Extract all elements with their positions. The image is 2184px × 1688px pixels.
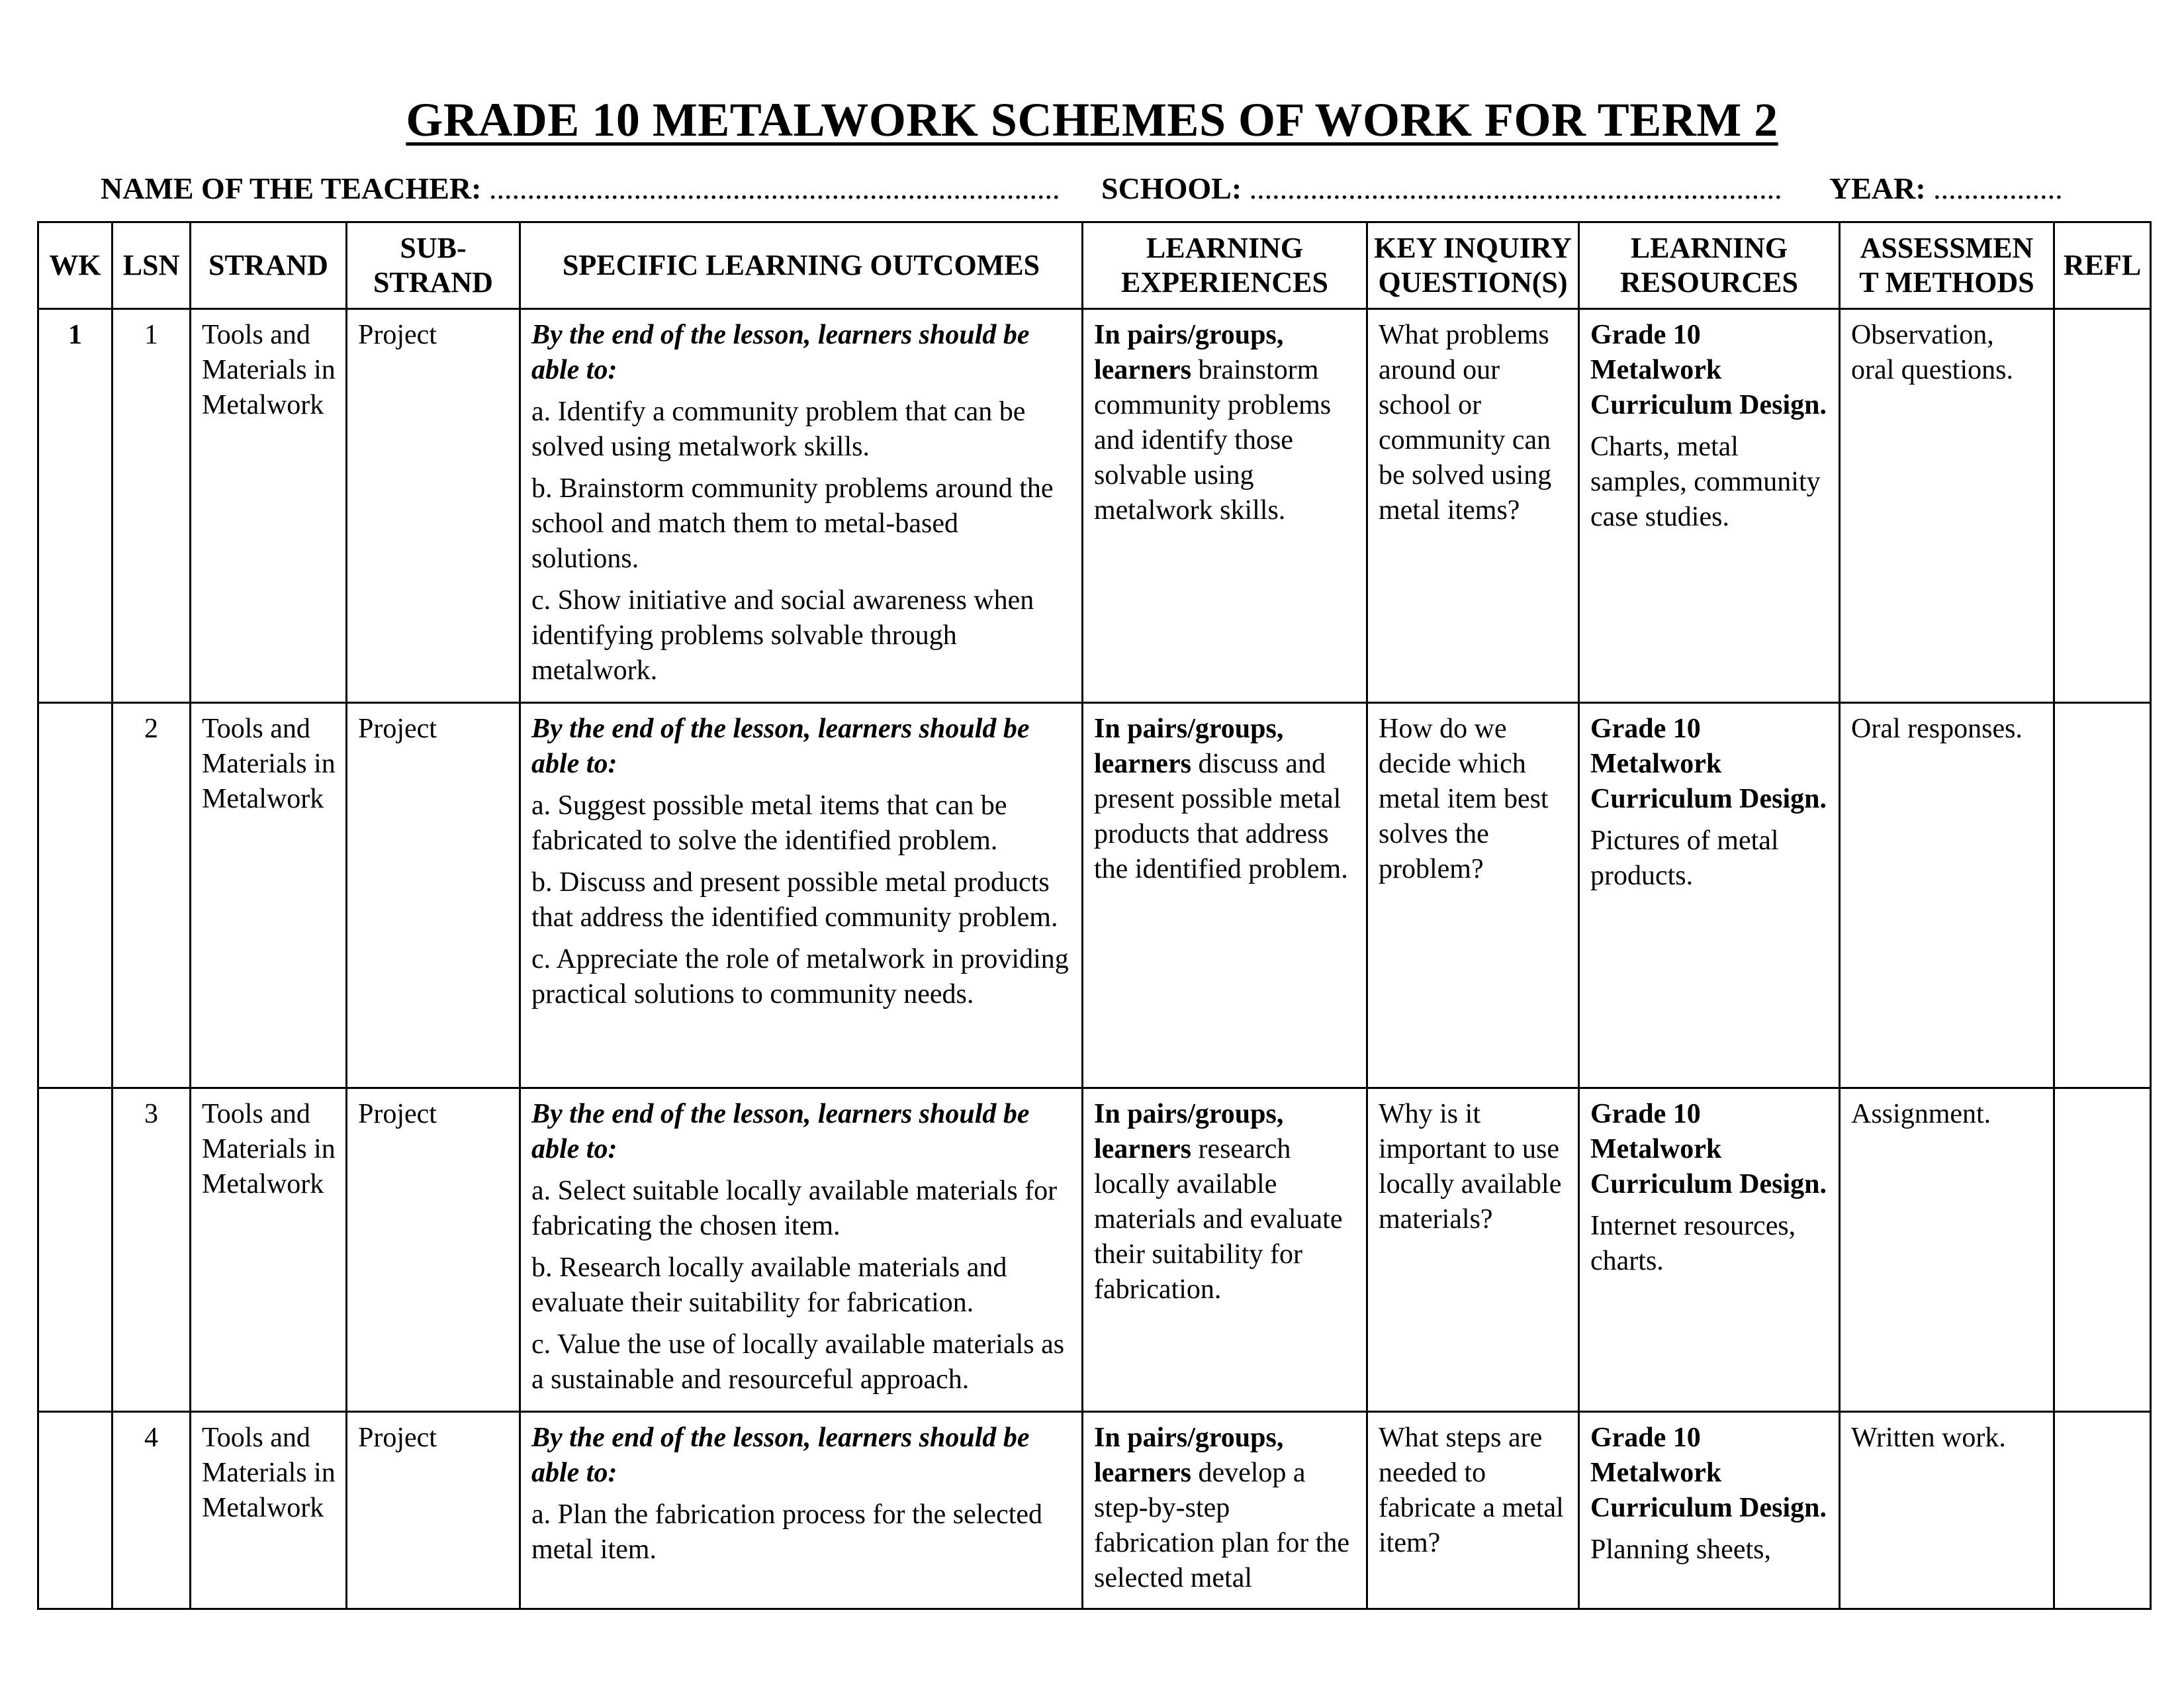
outcome-item: b. Research locally available materials and evaluate their suitability for fabrication.	[531, 1252, 1007, 1318]
cell-sub-strand: Project	[347, 703, 520, 1088]
cell-lsn: 3	[113, 1088, 191, 1412]
cell-reflection	[2054, 309, 2151, 703]
header-lsn: LSN	[113, 222, 191, 309]
cell-lsn: 1	[113, 309, 191, 703]
table-row	[38, 1412, 2151, 1609]
schemes-table	[37, 221, 2152, 1610]
resource-title: Grade 10 Metalwork Curriculum Design.	[1590, 1099, 1827, 1199]
resource-text: Charts, metal samples, community case studies.	[1590, 432, 1821, 532]
cell-assessment: Observation, oral questions.	[1840, 309, 2054, 703]
outcome-item: c. Appreciate the role of metalwork in providing practical solutions to community needs.	[531, 944, 1069, 1009]
cell-reflection	[2054, 1412, 2151, 1609]
cell-experiences	[1083, 309, 1367, 703]
outcome-item: a. Plan the fabrication process for the selected metal item.	[531, 1499, 1043, 1565]
cell-outcomes	[520, 309, 1083, 703]
document-title: GRADE 10 METALWORK SCHEMES OF WORK FOR TERM 2	[406, 93, 1778, 146]
cell-inquiry: Why is it important to use locally available materials?	[1367, 1088, 1579, 1412]
experience-text: discuss and present possible metal products that address the identified problem.	[1094, 749, 1348, 884]
cell-assessment: Oral responses.	[1840, 703, 2054, 1088]
table-row	[38, 309, 2151, 703]
cell-lsn: 4	[113, 1412, 191, 1609]
experience-text: research locally available materials and evaluate their suitability for fabrication.	[1094, 1134, 1343, 1305]
cell-sub-strand: Project	[347, 309, 520, 703]
outcome-intro: By the end of the lesson, learners should be able to:	[531, 1099, 1030, 1164]
experience-text: brainstorm community problems and identify those solvable using metalwork skills.	[1094, 355, 1332, 526]
year-label: YEAR:	[1829, 171, 1926, 205]
cell-inquiry: How do we decide which metal item best solves the problem?	[1367, 703, 1579, 1088]
cell-resources	[1579, 1412, 1840, 1609]
table-row	[38, 1088, 2151, 1412]
outcome-intro: By the end of the lesson, learners should be able to:	[531, 714, 1030, 779]
resource-title: Grade 10 Metalwork Curriculum Design.	[1590, 1423, 1827, 1523]
cell-reflection	[2054, 1088, 2151, 1412]
year-blank: .................	[1933, 171, 2063, 205]
cell-outcomes	[520, 703, 1083, 1088]
outcome-item: c. Show initiative and social awareness when identifying problems solvable through metalwork.	[531, 585, 1034, 686]
school-label: SCHOOL:	[1101, 171, 1242, 205]
cell-experiences	[1083, 1088, 1367, 1412]
header-wk: WK	[38, 222, 113, 309]
header-inquiry: KEY INQUIRY QUESTION(S)	[1367, 222, 1579, 309]
cell-sub-strand: Project	[347, 1412, 520, 1609]
header-experiences: LEARNING EXPERIENCES	[1083, 222, 1367, 309]
resource-text: Planning sheets,	[1590, 1534, 1771, 1565]
resource-text: Internet resources, charts.	[1590, 1211, 1796, 1276]
outcome-item: c. Value the use of locally available materials as a sustainable and resourceful approach.	[531, 1329, 1065, 1395]
cell-assessment: Written work.	[1840, 1412, 2054, 1609]
cell-strand: Tools and Materials in Metalwork	[191, 1088, 347, 1412]
teacher-name-label: NAME OF THE TEACHER:	[101, 171, 482, 205]
header-reflection: REFL	[2054, 222, 2151, 309]
header-resources: LEARNING RESOURCES	[1579, 222, 1840, 309]
cell-inquiry: What problems around our school or community can be solved using metal items?	[1367, 309, 1579, 703]
cell-strand: Tools and Materials in Metalwork	[191, 703, 347, 1088]
cell-wk	[38, 703, 113, 1088]
experience-lead: In pairs/groups, learners	[1094, 1423, 1284, 1488]
header-outcomes: SPECIFIC LEARNING OUTCOMES	[520, 222, 1083, 309]
outcome-item: a. Suggest possible metal items that can be fabricated to solve the identified problem.	[531, 790, 1007, 856]
year-line	[1829, 171, 2063, 206]
teacher-name-line	[101, 171, 1060, 206]
cell-resources	[1579, 1088, 1840, 1412]
cell-resources	[1579, 309, 1840, 703]
outcome-item: a. Identify a community problem that can be solved using metalwork skills.	[531, 397, 1026, 462]
table-header-row	[38, 222, 2151, 309]
outcome-intro: By the end of the lesson, learners should be able to:	[531, 1423, 1030, 1488]
cell-wk	[38, 1088, 113, 1412]
resource-text: Pictures of metal products.	[1590, 825, 1779, 891]
cell-wk: 1	[38, 309, 113, 703]
header-sub-strand: SUB- STRAND	[347, 222, 520, 309]
experience-lead: In pairs/groups, learners	[1094, 1099, 1284, 1164]
cell-outcomes	[520, 1088, 1083, 1412]
outcome-item: b. Discuss and present possible metal products that address the identified community problem.	[531, 867, 1058, 933]
cell-sub-strand: Project	[347, 1088, 520, 1412]
table-row	[38, 703, 2151, 1088]
cell-outcomes	[520, 1412, 1083, 1609]
outcome-item: a. Select suitable locally available materials for fabricating the chosen item.	[531, 1176, 1058, 1241]
cell-resources	[1579, 703, 1840, 1088]
outcome-item: b. Brainstorm community problems around the school and match them to metal-based solutions.	[531, 473, 1054, 574]
cell-wk	[38, 1412, 113, 1609]
experience-lead: In pairs/groups, learners	[1094, 714, 1284, 779]
header-assessment: ASSESSMEN T METHODS	[1840, 222, 2054, 309]
cell-assessment: Assignment.	[1840, 1088, 2054, 1412]
header-strand: STRAND	[191, 222, 347, 309]
cell-reflection	[2054, 703, 2151, 1088]
cell-experiences	[1083, 703, 1367, 1088]
cell-experiences	[1083, 1412, 1367, 1609]
cell-strand: Tools and Materials in Metalwork	[191, 1412, 347, 1609]
resource-title: Grade 10 Metalwork Curriculum Design.	[1590, 320, 1827, 420]
outcome-intro: By the end of the lesson, learners should be able to:	[531, 320, 1030, 385]
resource-title: Grade 10 Metalwork Curriculum Design.	[1590, 714, 1827, 814]
cell-inquiry: What steps are needed to fabricate a metal item?	[1367, 1412, 1579, 1609]
cell-lsn: 2	[113, 703, 191, 1088]
experience-lead: In pairs/groups, learners	[1094, 320, 1284, 385]
school-blank: ......................................................................	[1249, 171, 1782, 205]
cell-strand: Tools and Materials in Metalwork	[191, 309, 347, 703]
school-line	[1101, 171, 1782, 206]
teacher-name-blank: ...........................................................................	[489, 171, 1060, 205]
experience-text: develop a step-by-step fabrication plan for the selected metal	[1094, 1458, 1349, 1593]
